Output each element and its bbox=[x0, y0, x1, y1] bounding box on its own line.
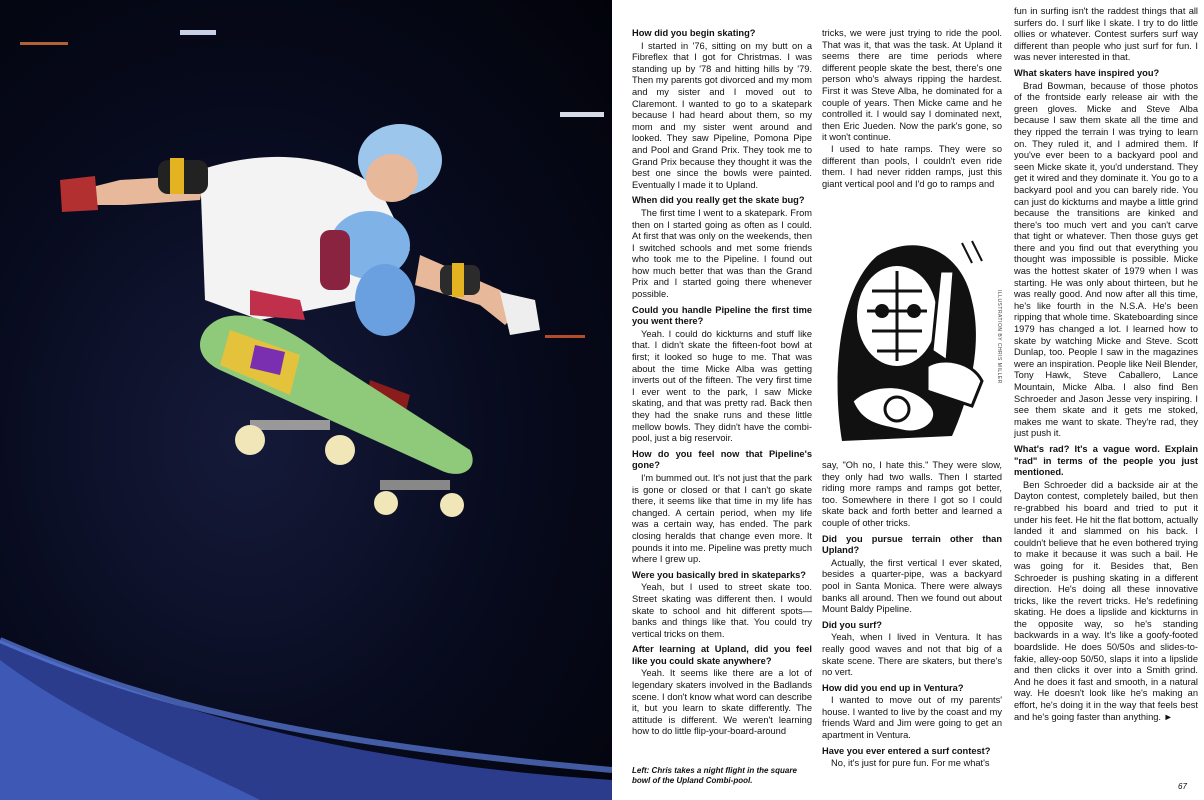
question-heading: What skaters have inspired you? bbox=[1014, 67, 1160, 78]
question-heading: How do you feel now that Pipeline's gone? bbox=[632, 448, 812, 471]
answer-paragraph: Ben Schroeder did a backside air at the Dayton contest, completely bailed, but then re-grabbed his board and tried to put it under his feet. He hit the flat bottom, actually landed it and slammed on his back. I couldn't believe that he even bothered trying to make it because it was such a bail. He was going for it. Besides that, Ben Schroeder is pushing skating in a different direction. He's doing all these innovative tricks, like the revert tricks. He's redefining skating. He does a lipslide and kickturns in the opposite way, so he's standing backwards in a way. It's like a goofy-footed boardslide. He does 50/50s and slides-to-fakie, alley-oop 50/50, slaps it into a lipslide and then clicks it over into a Smith grind. And he does it fast and smooth, in a natural way. He doesn't look like he's making an effort, he's doing it in the way that feels best and he's going faster than anything. ► bbox=[1014, 479, 1198, 722]
illustration-credit: ILLUSTRATION BY CHRIS MILLER bbox=[996, 290, 1002, 384]
answer-paragraph: I wanted to move out of my parents' house. I wanted to live by the coast and my friends Ward and Jim were going to get an apartment in Ventura. bbox=[822, 695, 1002, 741]
question-heading: When did you really get the skate bug? bbox=[632, 195, 805, 206]
page-number: 67 bbox=[1178, 782, 1187, 791]
answer-paragraph: I started in '76, sitting on my butt on a Fibreflex that I got for Christmas. I was standing up by '78 and hitting hills by '79. Then my parents got divorced and my mom and my sister and I moved out to Claremont. I wanted to go to a skatepark because I had heard about them, so my mom and my sister went around and looked. They saw Pipeline, Pomona Pipe and Pool and Grand Prix. They took me to Grand Prix because they thought it was the best one since the bowls were painted. Eventually I made it to Upland. bbox=[632, 40, 812, 190]
answer-paragraph: Brad Bowman, because of those photos of the frontside early release air with the green gloves. Micke and Steve Alba because I saw them skate all the time and they ripped the terrain I was trying to learn on. They ruled it, and I admired them. If you've ever been to a backyard pool and seen Micke skate it, you'd understand. They get it wired and they dominate it. You go to a backyard pool and you can barely ride. You can just do kickturns and maybe a little grind because the transitions are kinked and there's too much vert and you can't carve that tight or whatever. Then those guys get there and you find out that everything you thought was impossible is possible. Micke was the hottest skater of 1979 when I was starting. He was only about thirteen, but he was really good. And now after all this time, he's like fourth in the N.S.A. He's been ripping that whole time. Skateboarding since 1979 has changed a lot. I learned how to skate by watching Micke and Steve. Scott Dunlap, too. People I saw in the magazines were an inspiration. People like Neil Blender, Tony Hawk, Steve Caballero, Lance Mountain, Micke Alba. I also find Ben Schroeder and Jason Jesse very inspiring. I see them skate and it gets me stoked, makes me want to skate. They're rad, they just push it. bbox=[1014, 80, 1198, 439]
question-heading: Did you surf? bbox=[822, 619, 882, 630]
question-heading: What's rad? It's a vague word. Explain "rad" in terms of the people you just mentioned. bbox=[1014, 443, 1198, 478]
answer-paragraph: Actually, the first vertical I ever skated, besides a quarter-pipe, was a backyard pool in Santa Monica. There were always banks all around. Then we found out about Mount Baldy Pipeline. bbox=[822, 557, 1002, 615]
answer-paragraph: I'm bummed out. It's not just that the park is gone or closed or that I can't go skate there, it seems like that time in my life has changed. A certain period, when my life was a certain way, has ended. The park closing heralds that change even more. It pounds it into me. Pipeline was pretty much where I grew up. bbox=[632, 472, 812, 565]
answer-paragraph: fun in surfing isn't the raddest things that all surfers do. I surf like I skate. I try to do little ollies or whatever. Contest surfers surf way different than people who just surf for fun. I was never interested in that. bbox=[1014, 6, 1198, 63]
question-heading: After learning at Upland, did you feel like you could skate anywhere? bbox=[632, 644, 812, 666]
answer-paragraph: Yeah. I could do kickturns and stuff like that. I didn't skate the fifteen-foot bowl at first; it looked so huge to me. That was about the time Micke Alba was getting inverts out of the fifteen. The very first time I ever went to the park, I saw Micke skating, and that was pretty rad. Back then they had the snake runs and these little mellow bowls. They didn't have the combi-pool, just a big reservoir. bbox=[632, 328, 812, 444]
photo-caption: Left: Chris takes a night flight in the square bowl of the Upland Combi-pool. bbox=[632, 766, 797, 785]
text-column-2-top bbox=[822, 28, 1002, 190]
text-column-1 bbox=[632, 28, 812, 738]
answer-paragraph: tricks, we were just trying to ride the pool. That was it, that was the task. At Upland it seems there are time periods where different people skate the best, there's one person who's always ripping the hardest. First it was Steve Alba, he dominated for a couple of years. Then Micke came and he controlled it. I would say I dominated next, then Eric Jueden. Now the park's gone, so it won't continue. bbox=[822, 28, 1002, 143]
answer-paragraph: I used to hate ramps. They were so different than pools, I couldn't even ride them. I had never ridden ramps, just this giant vertical pool and I'd go to ramps and bbox=[822, 143, 1002, 189]
hand-illustration bbox=[822, 231, 992, 453]
question-heading: Were you basically bred in skateparks? bbox=[632, 569, 806, 580]
text-column-3 bbox=[1014, 6, 1198, 723]
answer-paragraph: No, it's just for pure fun. For me what's bbox=[831, 758, 990, 769]
illustration-art bbox=[822, 231, 992, 453]
question-heading: Did you pursue terrain other than Upland? bbox=[822, 533, 1002, 556]
question-heading: How did you end up in Ventura? bbox=[822, 682, 964, 693]
answer-paragraph: Yeah, but I used to street skate too. Street skating was different then. I would skate to school and hit different spots— banks and things like that. You could try vertical tricks on them. bbox=[632, 582, 812, 639]
question-heading: Could you handle Pipeline the first time you went there? bbox=[632, 304, 812, 327]
text-column-2-bottom bbox=[822, 460, 1002, 770]
answer-paragraph: Yeah. It seems like there are a lot of legendary skaters involved in the Badlands scene. I don't know what word can describe it, but you learn to skate differently. The attitude is different. We weren't learning how to do little flip-your-board-around bbox=[632, 668, 812, 737]
answer-paragraph: Yeah, when I lived in Ventura. It has really good waves and not that big of a skate scene. There are skaters, but there's no vert. bbox=[822, 632, 1002, 678]
question-heading: How did you begin skating? bbox=[632, 28, 756, 38]
answer-paragraph: The first time I went to a skatepark. From then on I started going as often as I could. At first that was only on the weekends, then I switched schools and met some friends who took me to the Pipeline. I found out how much better that was than the Grand Prix and I started going there whenever possible. bbox=[632, 207, 812, 300]
answer-paragraph: say, "Oh no, I hate this." They were slow, they only had two walls. Then I started riding more ramps and ramps got better, too. Somewhere in there I got so I could skate back and forth better and learned a couple of other tricks. bbox=[822, 460, 1002, 528]
question-heading: Have you ever entered a surf contest? bbox=[822, 745, 991, 756]
